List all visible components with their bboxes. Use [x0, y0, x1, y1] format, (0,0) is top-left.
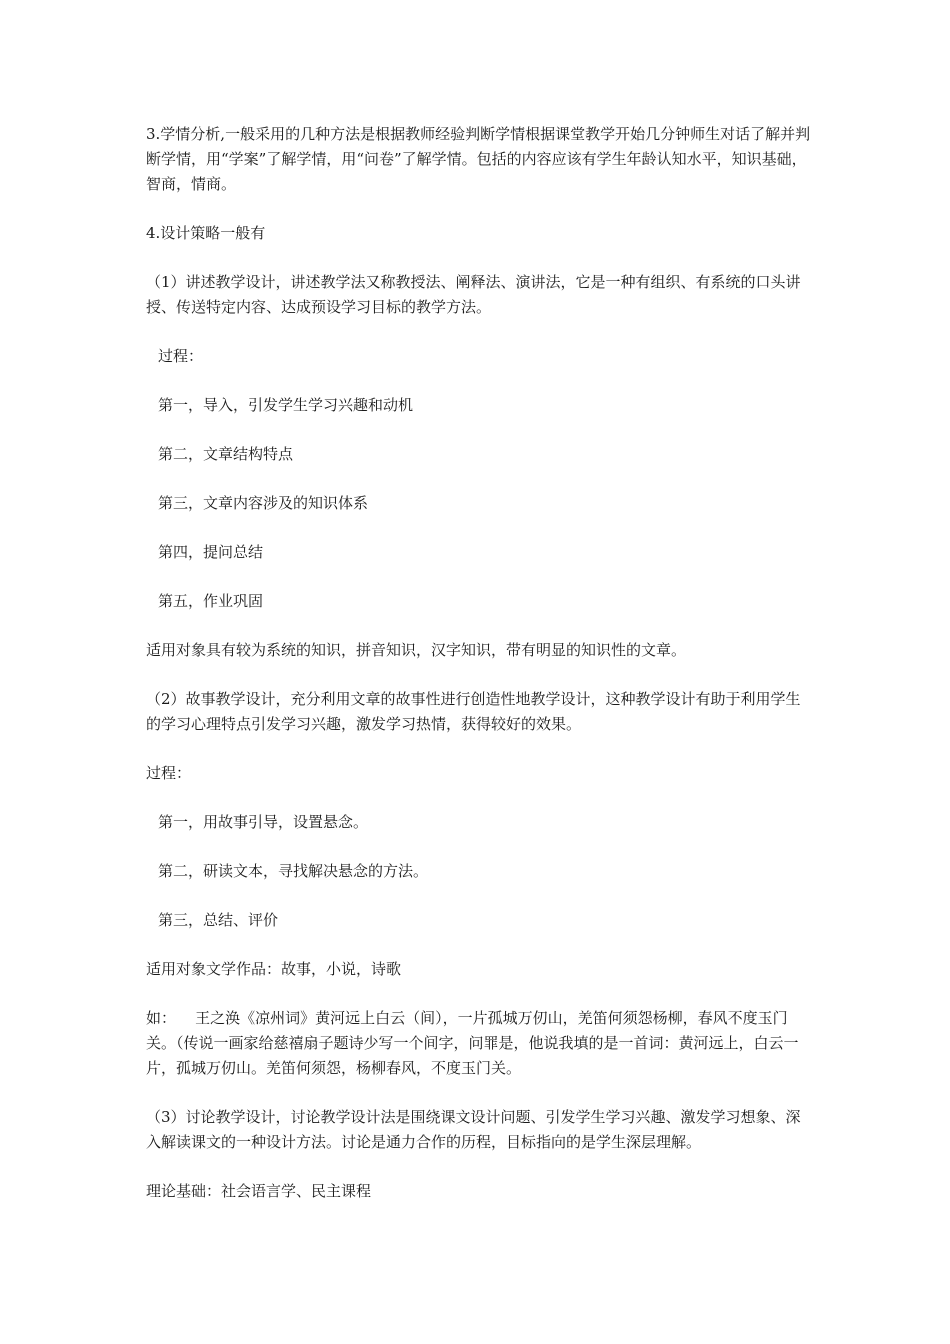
- paragraph-theoretical-basis: 理论基础：社会语言学、民主课程: [146, 1182, 372, 1200]
- paragraph-design-strategy-heading: 4.设计策略一般有: [146, 224, 266, 242]
- list-item: 第三，文章内容涉及的知识体系: [158, 494, 369, 512]
- list-item: 第二，文章结构特点: [158, 445, 294, 463]
- list-item: 第四，提问总结: [158, 543, 264, 561]
- process-label: 过程：: [158, 347, 204, 365]
- paragraph-lecture-design: （1）讲述教学设计，讲述教学法又称教授法、阐释法、演讲法，它是一种有组织、有系统的口头讲授、传送特定内容、达成预设学习目标的教学方法。: [146, 273, 801, 316]
- paragraph-example-poem: 如： 王之涣《凉州词》黄河远上白云（间），一片孤城万仞山，羌笛何须怨杨柳，春风不度玉门关。（传说一画家给慈禧扇子题诗少写一个间字，问罪是，他说我填的是一首词：黄河远上，白云一片，孤城万仞山。羌笛何须怨，杨柳春风，不度玉门关。: [146, 1009, 799, 1077]
- paragraph-learning-analysis: 3.学情分析,一般采用的几种方法是根据教师经验判断学情根据课堂教学开始几分钟师生对话了解并判断学情，用“学案”了解学情，用“问卷”了解学情。包括的内容应该有学生年龄认知水平，知识基础，智商，情商。: [146, 125, 811, 193]
- list-item: 第三，总结、评价: [158, 911, 279, 929]
- list-item: 第一，导入，引发学生学习兴趣和动机: [158, 396, 414, 414]
- list-item: 第五，作业巩固: [158, 592, 264, 610]
- paragraph-story-design: （2）故事教学设计，充分利用文章的故事性进行创造性地教学设计，这种教学设计有助于利用学生的学习心理特点引发学习兴趣，激发学习热情，获得较好的效果。: [146, 690, 801, 733]
- process-label: 过程：: [146, 764, 192, 782]
- list-item: 第二，研读文本，寻找解决悬念的方法。: [158, 862, 429, 880]
- paragraph-applicable-literature: 适用对象文学作品：故事，小说，诗歌: [146, 960, 402, 978]
- paragraph-applicable-objects: 适用对象具有较为系统的知识，拼音知识，汉字知识，带有明显的知识性的文章。: [146, 641, 687, 659]
- list-item: 第一，用故事引导，设置悬念。: [158, 813, 369, 831]
- paragraph-discussion-design: （3）讨论教学设计，讨论教学设计法是围绕课文设计问题、引发学生学习兴趣、激发学习想象、深入解读课文的一种设计方法。讨论是通力合作的历程，目标指向的是学生深层理解。: [146, 1108, 801, 1151]
- document-body: [146, 122, 812, 1204]
